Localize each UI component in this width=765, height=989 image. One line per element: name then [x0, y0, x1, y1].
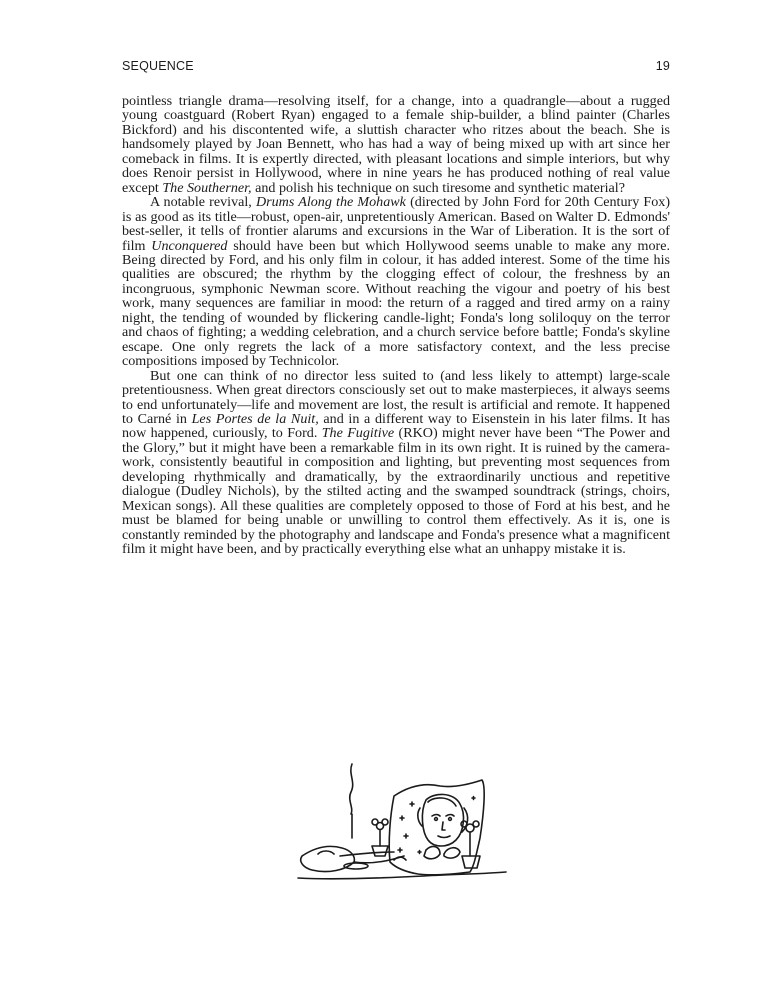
- text-run: (RKO) might never have been “The Power and the Glory,” but it might have been a remarkable film in its own right. It is ruined by the camera-work, consistently beautiful in composition and lighting, but preventing most sequences from developing rhythmically and dramatically, by the extraordinarily unctious and repetitive dialogue (Dudley Nichols), by the stilted acting and the swamped soundtrack (strings, choirs, Mexican songs). All these qualities are completely opposed to those of Ford at his best, and he must be blamed for being unable or unwilling to control them effectively. As it is, one is constantly reminded by the photography and landscape and Fonda's presence what a magnificent film it might have been, and by practically everything else what an unhappy mistake it is.: [122, 425, 670, 558]
- text-run: pointless triangle drama—resolving itself, for a change, into a quadrangle—about a rugged young coastguard (Robert Ryan) engaged to a female ship-builder, a blind painter (Charles Bickford) and his discontented wife, a sluttish character who ritzes about the beach. She is handsomely played by Joan Bennett, who has had a way of being mixed up with art since her comeback in films. It is expertly directed, with pleasant locations and simple interiors, but why does Renoir persist in Hollywood, where in nine years he has produced nothing of real value except: [122, 93, 670, 196]
- journal-title: SEQUENCE: [122, 59, 194, 73]
- text-run: (directed by John Ford for 20th Century Fox) is as good as its title—robust, open-air, unpretentiously American. Based on Walter D. Edmonds' best-seller, it tells of frontier alarums and excursions in the War of Liberation. It is the sort of film: [122, 194, 671, 254]
- text-run: A notable revival,: [150, 194, 256, 211]
- paragraph: [122, 369, 670, 557]
- film-title: Unconquered: [151, 237, 228, 254]
- film-title: The Southerner,: [162, 179, 252, 196]
- cartoon-sketch-icon: [294, 752, 514, 898]
- text-run: and polish his technique on such tiresome and synthetic material?: [251, 179, 625, 196]
- paragraph: [122, 94, 670, 195]
- text-run: But one can think of no director less suited to (and less likely to attempt) large-scale pretentiousness. When great directors consciously set out to make masterpieces, it always seems to end unfortunately—life and movement are lost, the result is artificial and remote. It happened to Carné in: [122, 367, 670, 427]
- article-body: [122, 94, 670, 557]
- film-title: The Fugitive: [321, 425, 395, 442]
- film-title: Drums Along the Mohawk: [255, 194, 406, 211]
- text-run: should have been but which Hollywood seems unable to make any more. Being directed by Ford, and his only film in colour, it has added interest. Some of the time his qualities are obscured; the rhythm by the clogging effect of colour, the freshness by an incongruous, symphonic Newman score. Without reaching the vigour and poetry of his best work, many sequences are familiar in mood: the return of a ragged and tired army on a rainy night, the tending of wounded by flickering candle-light; Fonda's long soliloquy on the terror and chaos of fighting; a wedding celebration, and a church service before battle; Fonda's skyline escape. One only regrets the lack of a more satisfactory context, and the less precise compositions imposed by Technicolor.: [122, 237, 670, 370]
- text-run: and in a different way to Eisenstein in his later films. It has now happened, curiously, to Ford.: [122, 410, 670, 442]
- page-number: 19: [655, 59, 670, 73]
- paragraph: [122, 195, 670, 368]
- film-title: Les Portes de la Nuit,: [191, 410, 319, 427]
- running-head: [122, 59, 670, 73]
